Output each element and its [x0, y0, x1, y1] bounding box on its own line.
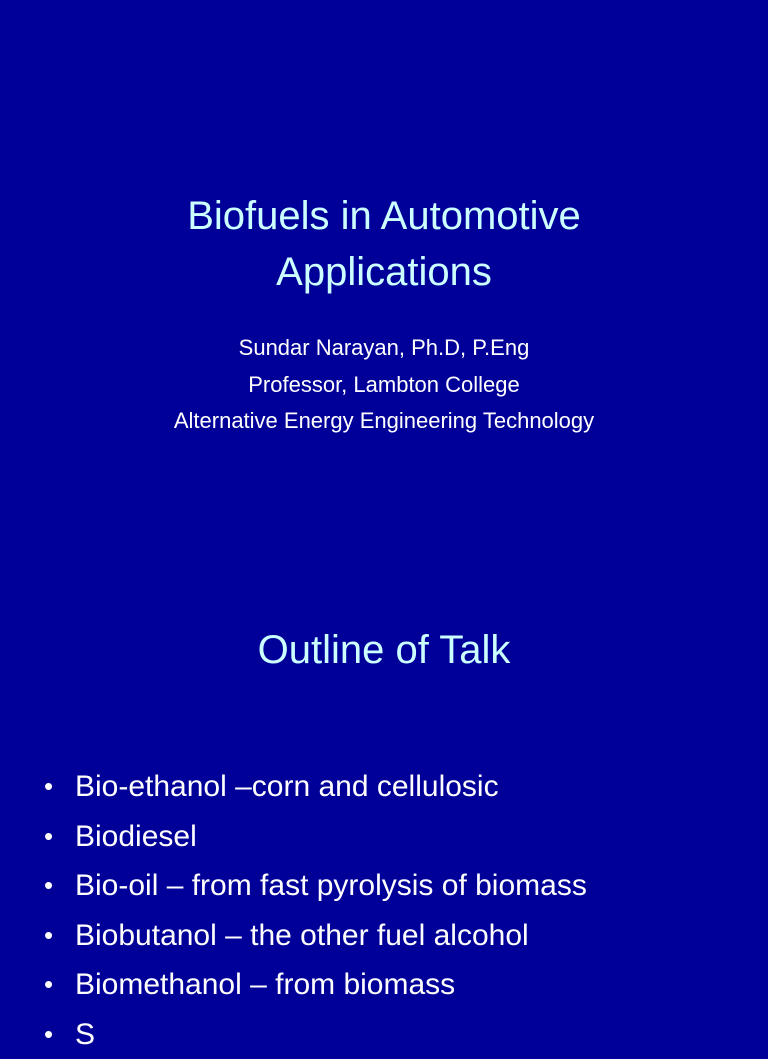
slide-title-line-2: Applications: [276, 250, 492, 294]
outline-item: [44, 911, 587, 961]
outline-item-text: Bio-oil – from fast pyrolysis of biomass: [75, 869, 587, 902]
outline-item-text: Biodiesel: [75, 820, 197, 853]
outline-item-text: Biomethanol – from biomass: [75, 968, 455, 1001]
bullet-dot-icon: •: [44, 911, 53, 961]
outline-item: [44, 960, 587, 1010]
author-name: Sundar Narayan, Ph.D, P.Eng: [0, 330, 768, 367]
author-block: [0, 330, 768, 440]
bullet-dot-icon: •: [44, 960, 53, 1010]
outline-item-text: Biobutanol – the other fuel alcohol: [75, 919, 529, 952]
slide-title-line-1: Biofuels in Automotive: [187, 194, 581, 238]
outline-item: [44, 762, 587, 812]
outline-title: Outline of Talk: [0, 622, 768, 678]
outline-item: [44, 1010, 587, 1059]
outline-item-text: S: [75, 1018, 95, 1051]
outline-item: [44, 861, 587, 911]
outline-slide: [0, 576, 768, 1024]
slide-title: [0, 188, 768, 300]
outline-list: [44, 762, 587, 1059]
author-position: Professor, Lambton College: [0, 367, 768, 404]
author-department: Alternative Energy Engineering Technology: [0, 403, 768, 440]
bullet-dot-icon: •: [44, 1010, 53, 1059]
outline-item-text: Bio-ethanol –corn and cellulosic: [75, 770, 499, 803]
bullet-dot-icon: •: [44, 861, 53, 911]
bullet-dot-icon: •: [44, 762, 53, 812]
outline-item: [44, 812, 587, 862]
bullet-dot-icon: •: [44, 812, 53, 862]
